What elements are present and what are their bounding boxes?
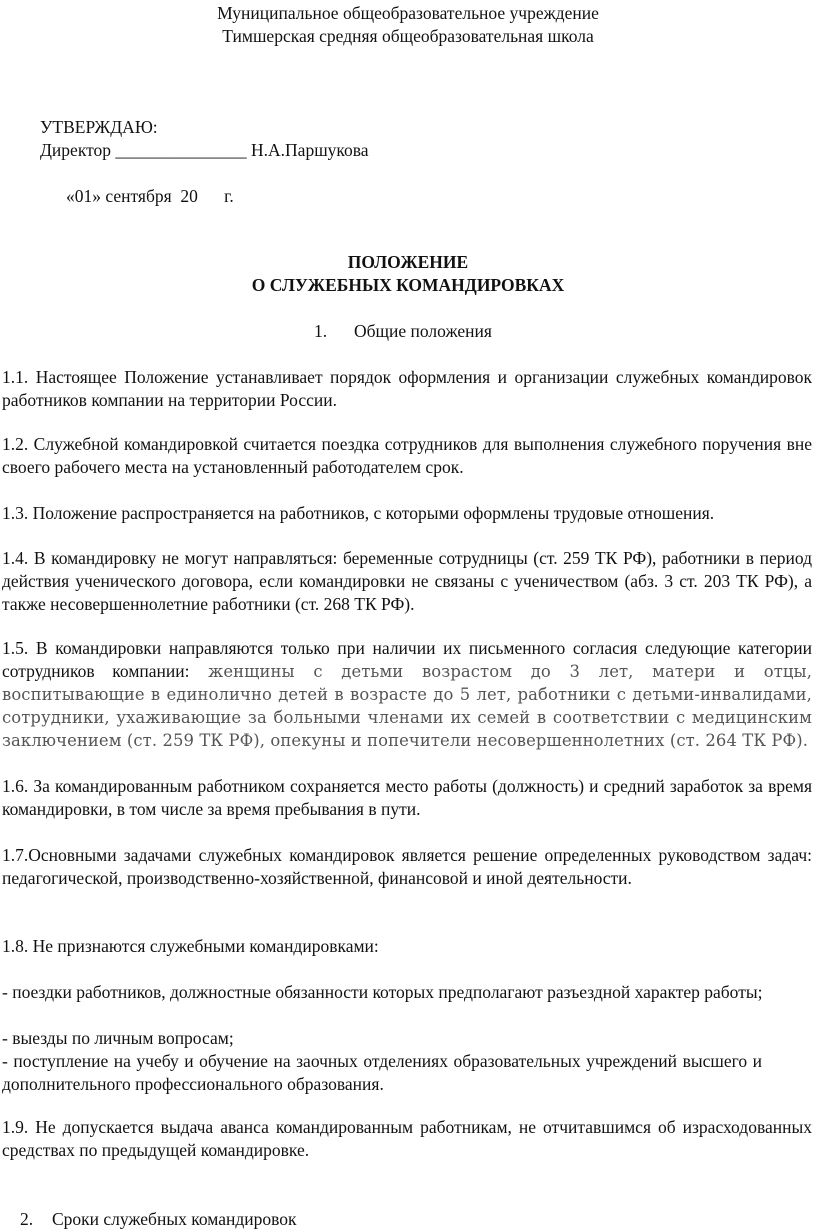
paragraph-1-4: 1.4. В командировку не могут направляться: беременные сотрудницы (ст. 259 ТК РФ), работники в период действия ученического договора, если командировки не связаны с ученичеством (абз. 3 ст. 203 ТК РФ), а также несовершеннолетние работники (ст. 268 ТК РФ). (2, 548, 812, 614)
paragraph-1-3: 1.3. Положение распространяется на работников, с которыми оформлены трудовые отношения. (2, 503, 715, 523)
paragraph-1-8: 1.8. Не признаются служебными командировками: (2, 936, 379, 956)
org-name-line2: Тимшерская средняя общеобразовательная школа (222, 26, 594, 46)
list-item: - поездки работников, должностные обязанности которых предполагают разъездной характер работы; (2, 982, 763, 1002)
director-signature-line: Директор _______________ Н.А.Паршукова (40, 140, 369, 160)
approval-date: «01» сентября 20 г. (66, 186, 234, 206)
paragraph-1-2: 1.2. Служебной командировкой считается поездка сотрудников для выполнения служебного поручения вне своего рабочего места на установленный работодателем срок. (2, 434, 812, 477)
paragraph-1-7: 1.7.Основными задачами служебных командировок является решение определенных руководством задач: педагогической, производственно-хозяйственной, финансовой и иной деятельности. (2, 845, 812, 888)
section-title: Сроки служебных командировок (52, 1209, 297, 1229)
section-number: 2. (20, 1209, 34, 1229)
list-item: - выезды по личным вопросам; (2, 1028, 234, 1048)
section-number: 1. (314, 321, 328, 341)
paragraph-1-6: 1.6. За командированным работником сохраняется место работы (должность) и средний заработок за время командировки, в том числе за время пребывания в пути. (2, 776, 812, 819)
paragraph-1-5-lead: 1.5. В командировки направляются только при наличии их письменного согласия следующие категории сотрудников компании: (2, 638, 812, 681)
section-title: Общие положения (354, 321, 492, 341)
paragraph-1-9: 1.9. Не допускается выдача аванса командированным работникам, не отчитавшимся об израсходованных средствах по предыдущей командировке. (2, 1117, 812, 1160)
paragraph-1-1: 1.1. Настоящее Положение устанавливает порядок оформления и организации служебных командировок работников компании на территории России. (2, 367, 812, 410)
paragraph-1-5 (2, 637, 812, 752)
approval-title: УТВЕРЖДАЮ: (40, 117, 158, 137)
paragraph-1-5-categories: женщины с детьми возрастом до 3 лет, матери и отцы, воспитывающие в единолично детей в возрасте до 5 лет, работники с детьми-инвалидами, сотрудники, ухаживающие за больными членами их семей в соответствии с медицинским заключением (ст. 259 ТК РФ), опекуны и попечители несовершеннолетних (ст. 264 ТК РФ). (2, 662, 812, 750)
org-name-line1: Муниципальное общеобразовательное учреждение (217, 3, 599, 23)
doc-title-line2: О СЛУЖЕБНЫХ КОМАНДИРОВКАХ (251, 275, 565, 295)
list-item: - поступление на учебу и обучение на заочных отделениях образовательных учреждений высшего и дополнительного профессионального образования. (2, 1051, 762, 1094)
doc-title-line1: ПОЛОЖЕНИЕ (347, 252, 469, 272)
